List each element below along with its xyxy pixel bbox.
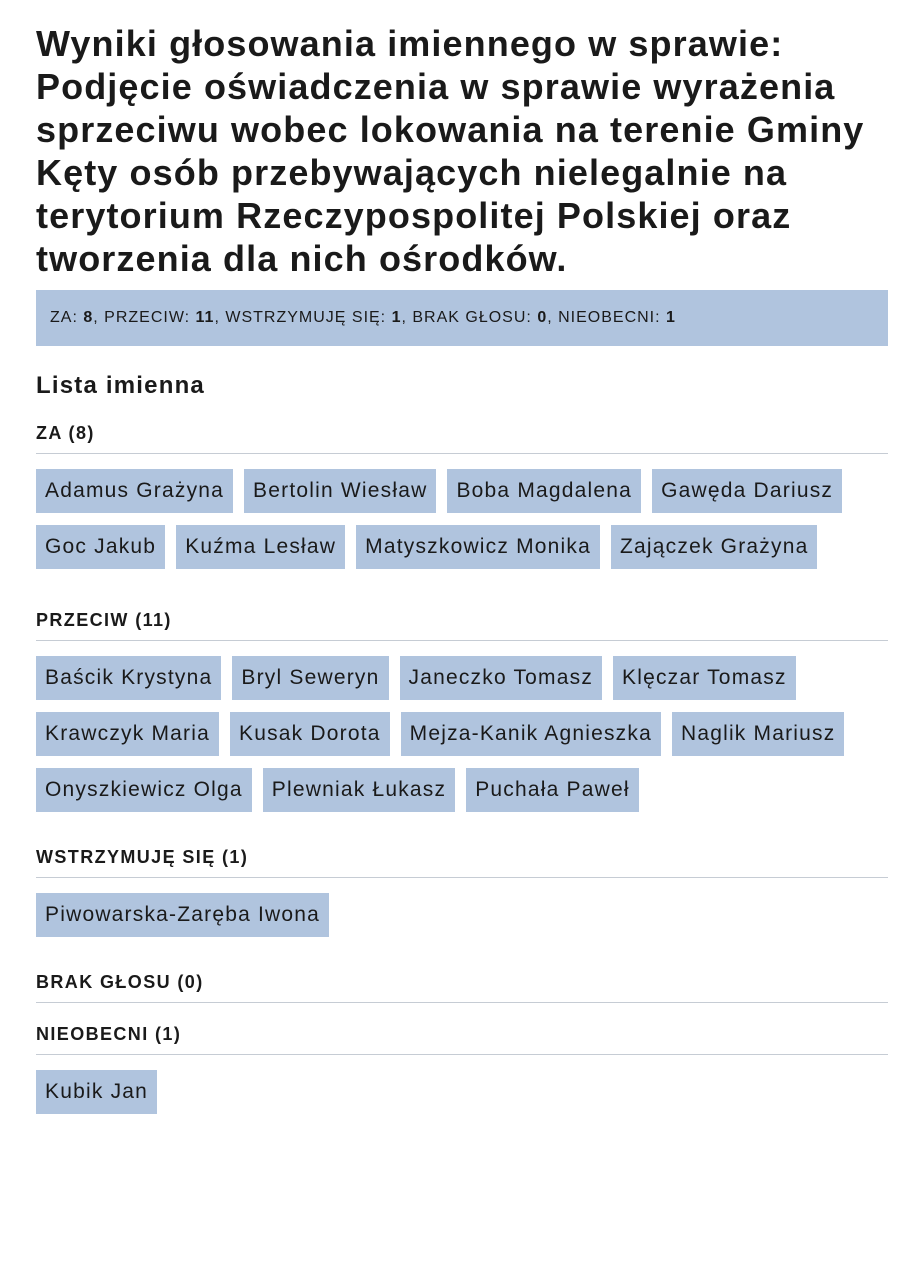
summary-przeciw-value: 11 [195, 309, 215, 326]
name-chip: Onyszkiewicz Olga [36, 768, 252, 812]
name-chips [36, 1055, 888, 1126]
name-chips [36, 454, 888, 581]
group-heading [36, 1023, 888, 1055]
name-chip: Janeczko Tomasz [400, 656, 603, 700]
name-chip: Bertolin Wiesław [244, 469, 436, 513]
group-count: (1) [155, 1024, 182, 1044]
name-chip: Piwowarska-Zaręba Iwona [36, 893, 329, 937]
group-count: (8) [68, 423, 95, 443]
summary-nieobecni-value: 1 [666, 309, 676, 326]
group-label: ZA [36, 423, 63, 443]
group-brak-glosu [36, 971, 888, 1003]
name-chip: Baścik Krystyna [36, 656, 221, 700]
group-label: BRAK GŁOSU [36, 972, 171, 992]
summary-wstrzymuje-label: WSTRZYMUJĘ SIĘ: [225, 309, 387, 326]
list-heading: Lista imienna [36, 372, 205, 399]
group-nieobecni [36, 1023, 888, 1126]
name-chip: Matyszkowicz Monika [356, 525, 600, 569]
group-count: (1) [222, 847, 249, 867]
summary-za-value: 8 [83, 309, 94, 326]
group-heading [36, 971, 888, 1003]
vote-groups [36, 422, 888, 1126]
name-chip: Bryl Seweryn [232, 656, 388, 700]
name-chip: Klęczar Tomasz [613, 656, 796, 700]
group-przeciw [36, 609, 888, 824]
name-chip: Boba Magdalena [447, 469, 641, 513]
name-chip: Puchała Paweł [466, 768, 639, 812]
group-label: NIEOBECNI [36, 1024, 149, 1044]
group-label: PRZECIW [36, 610, 129, 630]
group-heading [36, 422, 888, 454]
summary-brak-value: 0 [537, 309, 548, 326]
name-chip: Kuźma Lesław [176, 525, 345, 569]
name-chip: Adamus Grażyna [36, 469, 233, 513]
page-title: Wyniki głosowania imiennego w sprawie: Podjęcie oświadczenia w sprawie wyrażenia sprzeciwu wobec lokowania na terenie Gminy Kęty osób przebywających nielegalnie na terytorium Rzeczypospolitej Polskiej oraz tworzenia dla nich ośrodków. [36, 23, 865, 279]
name-chip: Kubik Jan [36, 1070, 157, 1114]
summary-brak-label: BRAK GŁOSU: [412, 309, 532, 326]
group-za [36, 422, 888, 581]
summary-wstrzymuje-value: 1 [391, 309, 402, 326]
name-chip: Naglik Mariusz [672, 712, 845, 756]
name-chip: Mejza-Kanik Agnieszka [401, 712, 661, 756]
group-count: (11) [135, 610, 172, 630]
name-chip: Zajączek Grażyna [611, 525, 817, 569]
name-chip: Goc Jakub [36, 525, 165, 569]
name-chip: Gawęda Dariusz [652, 469, 842, 513]
name-chip: Plewniak Łukasz [263, 768, 455, 812]
vote-summary: ZA: 8 , PRZECIW: 11 , WSTRZYMUJĘ SIĘ: 1 , BRAK GŁOSU: 0 , NIEOBECNI: 1 [36, 290, 888, 346]
name-chip: Kusak Dorota [230, 712, 390, 756]
summary-za-label: ZA: [50, 309, 78, 326]
name-chip: Krawczyk Maria [36, 712, 219, 756]
group-wstrzymuje-sie [36, 846, 888, 949]
name-chips [36, 878, 888, 949]
group-count: (0) [177, 972, 204, 992]
summary-przeciw-label: PRZECIW: [104, 309, 191, 326]
summary-nieobecni-label: NIEOBECNI: [558, 309, 661, 326]
group-label: WSTRZYMUJĘ SIĘ [36, 847, 216, 867]
group-heading [36, 609, 888, 641]
name-chips [36, 641, 888, 824]
group-heading [36, 846, 888, 878]
